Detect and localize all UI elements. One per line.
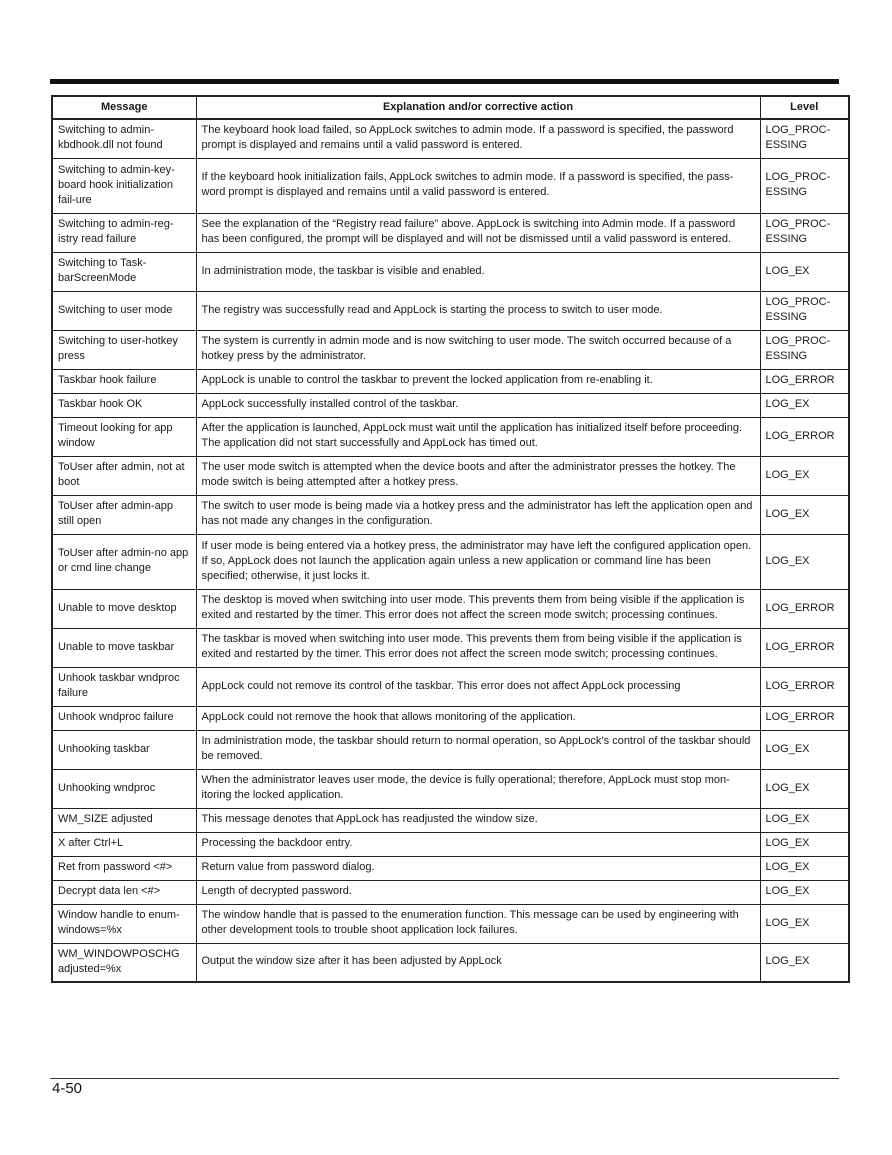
level-cell: LOG_EX bbox=[760, 534, 849, 589]
bottom-rule bbox=[50, 1078, 839, 1079]
table-body bbox=[52, 119, 849, 982]
message-cell: Unable to move desktop bbox=[52, 589, 196, 628]
message-cell: Decrypt data len <#> bbox=[52, 880, 196, 904]
table-row bbox=[52, 832, 849, 856]
message-cell: WM_SIZE adjusted bbox=[52, 808, 196, 832]
explanation-cell: The desktop is moved when switching into user mode. This prevents them from being visible if the application is exited and restarted by the timer. This error does not affect the screen mode switch; processing continues. bbox=[196, 589, 760, 628]
level-cell: LOG_ERROR bbox=[760, 369, 849, 393]
explanation-cell: The switch to user mode is being made via a hotkey press and the administrator has left the application open and has not made any changes in the configuration. bbox=[196, 495, 760, 534]
explanation-cell: The user mode switch is attempted when the device boots and after the administrator presses the hotkey. The mode switch is being attempted after a hotkey press. bbox=[196, 456, 760, 495]
message-cell: Switching to Task-barScreenMode bbox=[52, 252, 196, 291]
header-message: Message bbox=[52, 96, 196, 119]
level-cell: LOG_EX bbox=[760, 252, 849, 291]
level-cell: LOG_ERROR bbox=[760, 667, 849, 706]
table-row bbox=[52, 417, 849, 456]
message-cell: Timeout looking for app window bbox=[52, 417, 196, 456]
table-row bbox=[52, 706, 849, 730]
level-cell: LOG_EX bbox=[760, 856, 849, 880]
message-cell: ToUser after admin, not at boot bbox=[52, 456, 196, 495]
table-row bbox=[52, 495, 849, 534]
table-row bbox=[52, 534, 849, 589]
message-cell: X after Ctrl+L bbox=[52, 832, 196, 856]
explanation-cell: The system is currently in admin mode and is now switching to user mode. The switch occurred because of a hotkey press by the administrator. bbox=[196, 330, 760, 369]
level-cell: LOG_EX bbox=[760, 495, 849, 534]
message-cell: Unhook wndproc failure bbox=[52, 706, 196, 730]
table-row bbox=[52, 856, 849, 880]
table-row bbox=[52, 880, 849, 904]
level-cell: LOG_PROC-ESSING bbox=[760, 291, 849, 330]
message-cell: Switching to admin-reg-istry read failure bbox=[52, 213, 196, 252]
explanation-cell: When the administrator leaves user mode, the device is fully operational; therefore, AppLock must stop mon-itoring the locked application. bbox=[196, 769, 760, 808]
explanation-cell: AppLock is unable to control the taskbar to prevent the locked application from re-enabling it. bbox=[196, 369, 760, 393]
table-row bbox=[52, 943, 849, 982]
level-cell: LOG_EX bbox=[760, 904, 849, 943]
message-cell: Unhooking wndproc bbox=[52, 769, 196, 808]
level-cell: LOG_ERROR bbox=[760, 589, 849, 628]
table-row bbox=[52, 330, 849, 369]
message-cell: Ret from password <#> bbox=[52, 856, 196, 880]
message-cell: Taskbar hook OK bbox=[52, 393, 196, 417]
message-cell: ToUser after admin-no app or cmd line change bbox=[52, 534, 196, 589]
explanation-cell: Output the window size after it has been adjusted by AppLock bbox=[196, 943, 760, 982]
table-row bbox=[52, 291, 849, 330]
message-cell: ToUser after admin-app still open bbox=[52, 495, 196, 534]
explanation-cell: The keyboard hook load failed, so AppLock switches to admin mode. If a password is specified, the password prompt is displayed and remains until a valid password is entered. bbox=[196, 119, 760, 158]
table-row bbox=[52, 369, 849, 393]
explanation-cell: AppLock could not remove the hook that allows monitoring of the application. bbox=[196, 706, 760, 730]
table-row bbox=[52, 119, 849, 158]
explanation-cell: Return value from password dialog. bbox=[196, 856, 760, 880]
explanation-cell: The taskbar is moved when switching into user mode. This prevents them from being visible if the application is exited and restarted by the timer. This error does not affect the screen mode switch; processing continues. bbox=[196, 628, 760, 667]
explanation-cell: Length of decrypted password. bbox=[196, 880, 760, 904]
level-cell: LOG_ERROR bbox=[760, 417, 849, 456]
level-cell: LOG_EX bbox=[760, 832, 849, 856]
explanation-cell: See the explanation of the “Registry read failure” above. AppLock is switching into Admin mode. If a password has been configured, the prompt will be displayed and will not be dismissed until a valid password is entered. bbox=[196, 213, 760, 252]
header-level: Level bbox=[760, 96, 849, 119]
explanation-cell: This message denotes that AppLock has readjusted the window size. bbox=[196, 808, 760, 832]
level-cell: LOG_EX bbox=[760, 808, 849, 832]
header-explanation: Explanation and/or corrective action bbox=[196, 96, 760, 119]
explanation-cell: After the application is launched, AppLock must wait until the application has initialized itself before proceeding. The application did not start successfully and AppLock has timed out. bbox=[196, 417, 760, 456]
top-rule bbox=[50, 79, 839, 84]
level-cell: LOG_EX bbox=[760, 393, 849, 417]
explanation-cell: If the keyboard hook initialization fails, AppLock switches to admin mode. If a password is specified, the pass-word prompt is displayed and remains until a valid password is entered. bbox=[196, 158, 760, 213]
message-cell: Unable to move taskbar bbox=[52, 628, 196, 667]
table-row bbox=[52, 730, 849, 769]
message-cell: Switching to admin-key-board hook initialization fail-ure bbox=[52, 158, 196, 213]
table-row bbox=[52, 456, 849, 495]
message-cell: Taskbar hook failure bbox=[52, 369, 196, 393]
table-row bbox=[52, 252, 849, 291]
message-cell: WM_WINDOWPOSCHG adjusted=%x bbox=[52, 943, 196, 982]
message-cell: Unhooking taskbar bbox=[52, 730, 196, 769]
message-cell: Switching to user mode bbox=[52, 291, 196, 330]
table-row bbox=[52, 589, 849, 628]
level-cell: LOG_EX bbox=[760, 943, 849, 982]
table-row bbox=[52, 904, 849, 943]
table-row bbox=[52, 213, 849, 252]
explanation-cell: If user mode is being entered via a hotkey press, the administrator may have left the configured application open. If so, AppLock does not launch the application again unless a new application or command line has been specified; otherwise, it just locks it. bbox=[196, 534, 760, 589]
page-number: 4-50 bbox=[52, 1080, 83, 1097]
level-cell: LOG_EX bbox=[760, 456, 849, 495]
explanation-cell: AppLock successfully installed control of the taskbar. bbox=[196, 393, 760, 417]
level-cell: LOG_PROC-ESSING bbox=[760, 213, 849, 252]
explanation-cell: AppLock could not remove its control of the taskbar. This error does not affect AppLock processing bbox=[196, 667, 760, 706]
level-cell: LOG_PROC-ESSING bbox=[760, 158, 849, 213]
level-cell: LOG_EX bbox=[760, 730, 849, 769]
table-row bbox=[52, 628, 849, 667]
explanation-cell: The window handle that is passed to the enumeration function. This message can be used by engineering with other development tools to trouble shoot application lock failures. bbox=[196, 904, 760, 943]
level-cell: LOG_PROC-ESSING bbox=[760, 119, 849, 158]
explanation-cell: Processing the backdoor entry. bbox=[196, 832, 760, 856]
message-cell: Switching to user-hotkey press bbox=[52, 330, 196, 369]
message-cell: Unhook taskbar wndproc failure bbox=[52, 667, 196, 706]
explanation-cell: In administration mode, the taskbar should return to normal operation, so AppLock’s control of the taskbar should be removed. bbox=[196, 730, 760, 769]
level-cell: LOG_EX bbox=[760, 769, 849, 808]
table-row bbox=[52, 769, 849, 808]
table-row bbox=[52, 667, 849, 706]
message-cell: Switching to admin-kbdhook.dll not found bbox=[52, 119, 196, 158]
table-row bbox=[52, 808, 849, 832]
level-cell: LOG_ERROR bbox=[760, 628, 849, 667]
level-cell: LOG_EX bbox=[760, 880, 849, 904]
message-cell: Window handle to enum-windows=%x bbox=[52, 904, 196, 943]
message-table bbox=[51, 95, 850, 983]
level-cell: LOG_PROC-ESSING bbox=[760, 330, 849, 369]
table-header-row bbox=[52, 96, 849, 119]
explanation-cell: In administration mode, the taskbar is visible and enabled. bbox=[196, 252, 760, 291]
table-row bbox=[52, 158, 849, 213]
level-cell: LOG_ERROR bbox=[760, 706, 849, 730]
table-row bbox=[52, 393, 849, 417]
explanation-cell: The registry was successfully read and AppLock is starting the process to switch to user mode. bbox=[196, 291, 760, 330]
